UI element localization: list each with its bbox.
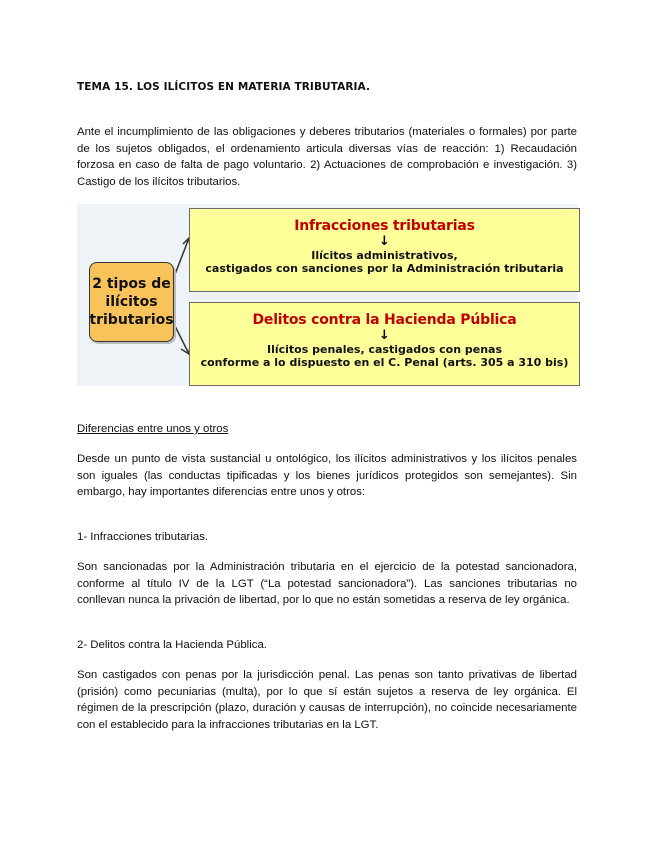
- delitos-line1: Ilícitos penales, castigados con penas: [267, 343, 502, 356]
- infracciones-line2: castigados con sanciones por la Administración tributaria: [205, 262, 564, 275]
- tipos-ilicitos-label-box: [89, 262, 174, 342]
- down-arrow-icon: ↓: [379, 328, 390, 343]
- down-arrow-icon: ↓: [379, 234, 390, 249]
- delitos-box: [189, 302, 580, 386]
- ilicitos-diagram: [77, 204, 578, 386]
- infracciones-box: [189, 208, 580, 292]
- delitos-line2: conforme a lo dispuesto en el C. Penal (arts. 305 a 310 bis): [200, 356, 569, 369]
- intro-paragraph: Ante el incumplimiento de las obligaciones y deberes tributarios (materiales o formales) por parte de los sujetos obligados, el ordenamiento articula diversas vías de reacción: 1) Recaudación forzosa en caso de falta de pago voluntario. 2) Actuaciones de comprobación e investigación. 3) Castigo de los ilícitos tributarios.: [77, 126, 577, 188]
- section2-paragraph: Son castigados con penas por la jurisdicción penal. Las penas son tanto privativas de libertad (prisión) como pecuniarias (multa), por lo que sí están sujetos a reserva de ley orgánica. El régimen de la prescripción (plazo, duración y causas de interrupción), no coincide necesariamente con el establecido para la infracciones tributarias en la LGT.: [77, 669, 577, 731]
- section1-heading: 1- Infracciones tributarias.: [77, 531, 209, 543]
- tipos-ilicitos-label: 2 tipos de ilícitos tributarios: [89, 276, 174, 328]
- section2-heading: 2- Delitos contra la Hacienda Pública.: [77, 639, 267, 651]
- document-title: TEMA 15. LOS ILÍCITOS EN MATERIA TRIBUTARIA.: [77, 81, 371, 93]
- differences-heading: Diferencias entre unos y otros: [77, 423, 229, 435]
- section1-paragraph: Son sancionadas por la Administración tributaria en el ejercicio de la potestad sancionadora, conforme al título IV de la LGT (“La potestad sancionadora”). Las sanciones tributarias no conllevan nunca la privación de libertad, por lo que no están sometidas a reserva de ley orgánica.: [77, 561, 577, 607]
- infracciones-title: Infracciones tributarias: [294, 218, 475, 234]
- differences-paragraph: Desde un punto de vista sustancial u ontológico, los ilícitos administrativos y los ilícitos penales son iguales (las conductas tipificadas y los bienes jurídicos protegidos son semejantes). Sin embargo, hay importantes diferencias entre unos y otros:: [77, 453, 577, 499]
- delitos-title: Delitos contra la Hacienda Pública: [252, 312, 517, 328]
- infracciones-line1: Ilícitos administrativos,: [311, 249, 458, 262]
